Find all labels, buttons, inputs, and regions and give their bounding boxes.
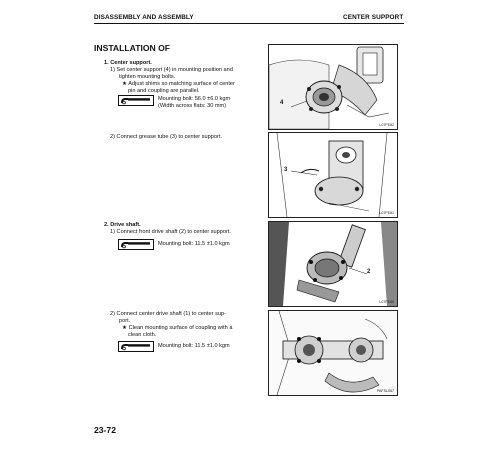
figure-3-callout: 2: [367, 269, 371, 275]
figure-4-illustration: [269, 311, 397, 395]
header-left: DISASSEMBLY AND ASSEMBLY: [94, 14, 194, 21]
step2-2-bullet-line2: clean cloth.: [128, 332, 157, 338]
figure-3-code: L07FE80: [379, 300, 394, 304]
step1-2: 2) Connect grease tube (3) to center support.: [110, 134, 222, 140]
step1-1-spec-line2: (Width across flats: 30 mm): [158, 103, 227, 109]
header-right: CENTER SUPPORT: [343, 14, 404, 21]
torque-wrench-icon: [118, 239, 154, 250]
step1-1-line1: 1) Set center support (4) in mounting position and: [110, 67, 233, 73]
step2-2-bullet-line1: ★ Clean mounting surface of coupling with a: [122, 325, 233, 331]
step2-1: 1) Connect front drive shaft (2) to center support.: [110, 229, 231, 235]
figure-3-illustration: [269, 222, 397, 306]
figure-2-illustration: [269, 133, 397, 217]
figure-1-code: L07FE82: [379, 123, 394, 127]
step2-2-line1: 2) Connect center drive shaft (1) to center sup-: [110, 311, 226, 317]
torque-wrench-icon: [118, 341, 154, 352]
figure-1-illustration: [269, 45, 397, 129]
figure-front-drive-shaft: [268, 221, 398, 307]
step2-2-line2: port.: [119, 318, 131, 324]
step2-2-spec: Mounting bolt: 11.5 ±1.0 kgm: [158, 343, 230, 349]
header-rule: [94, 23, 404, 24]
step2-1-spec: Mounting bolt: 11.5 ±1.0 kgm: [158, 241, 230, 247]
step1-1-bullet-line1: ★ Adjust shims so matching surface of center: [122, 81, 235, 87]
figure-grease-tube: [268, 132, 398, 218]
step1-1-bullet-line2: pin and coupling are parallel.: [128, 88, 200, 94]
step1-1-line2: tighten mounting bolts.: [119, 74, 176, 80]
step1-1-spec-line1: Mounting bolt: 56.0 ±6.0 kgm: [158, 96, 231, 102]
figure-2-code: L07FE81: [379, 211, 394, 215]
figure-center-drive-shaft: [268, 310, 398, 396]
page-number: 23-72: [94, 425, 116, 435]
figure-center-support-mounting: [268, 44, 398, 130]
step1-title: 1. Center support.: [104, 60, 152, 66]
figure-2-callout: 3: [284, 167, 288, 173]
step2-title: 2. Drive shaft.: [104, 222, 141, 228]
figure-4-code: PAFSL067: [376, 389, 394, 393]
torque-wrench-icon: [118, 95, 154, 106]
figure-1-callout: 4: [280, 100, 284, 106]
section-title: INSTALLATION OF: [94, 43, 171, 53]
